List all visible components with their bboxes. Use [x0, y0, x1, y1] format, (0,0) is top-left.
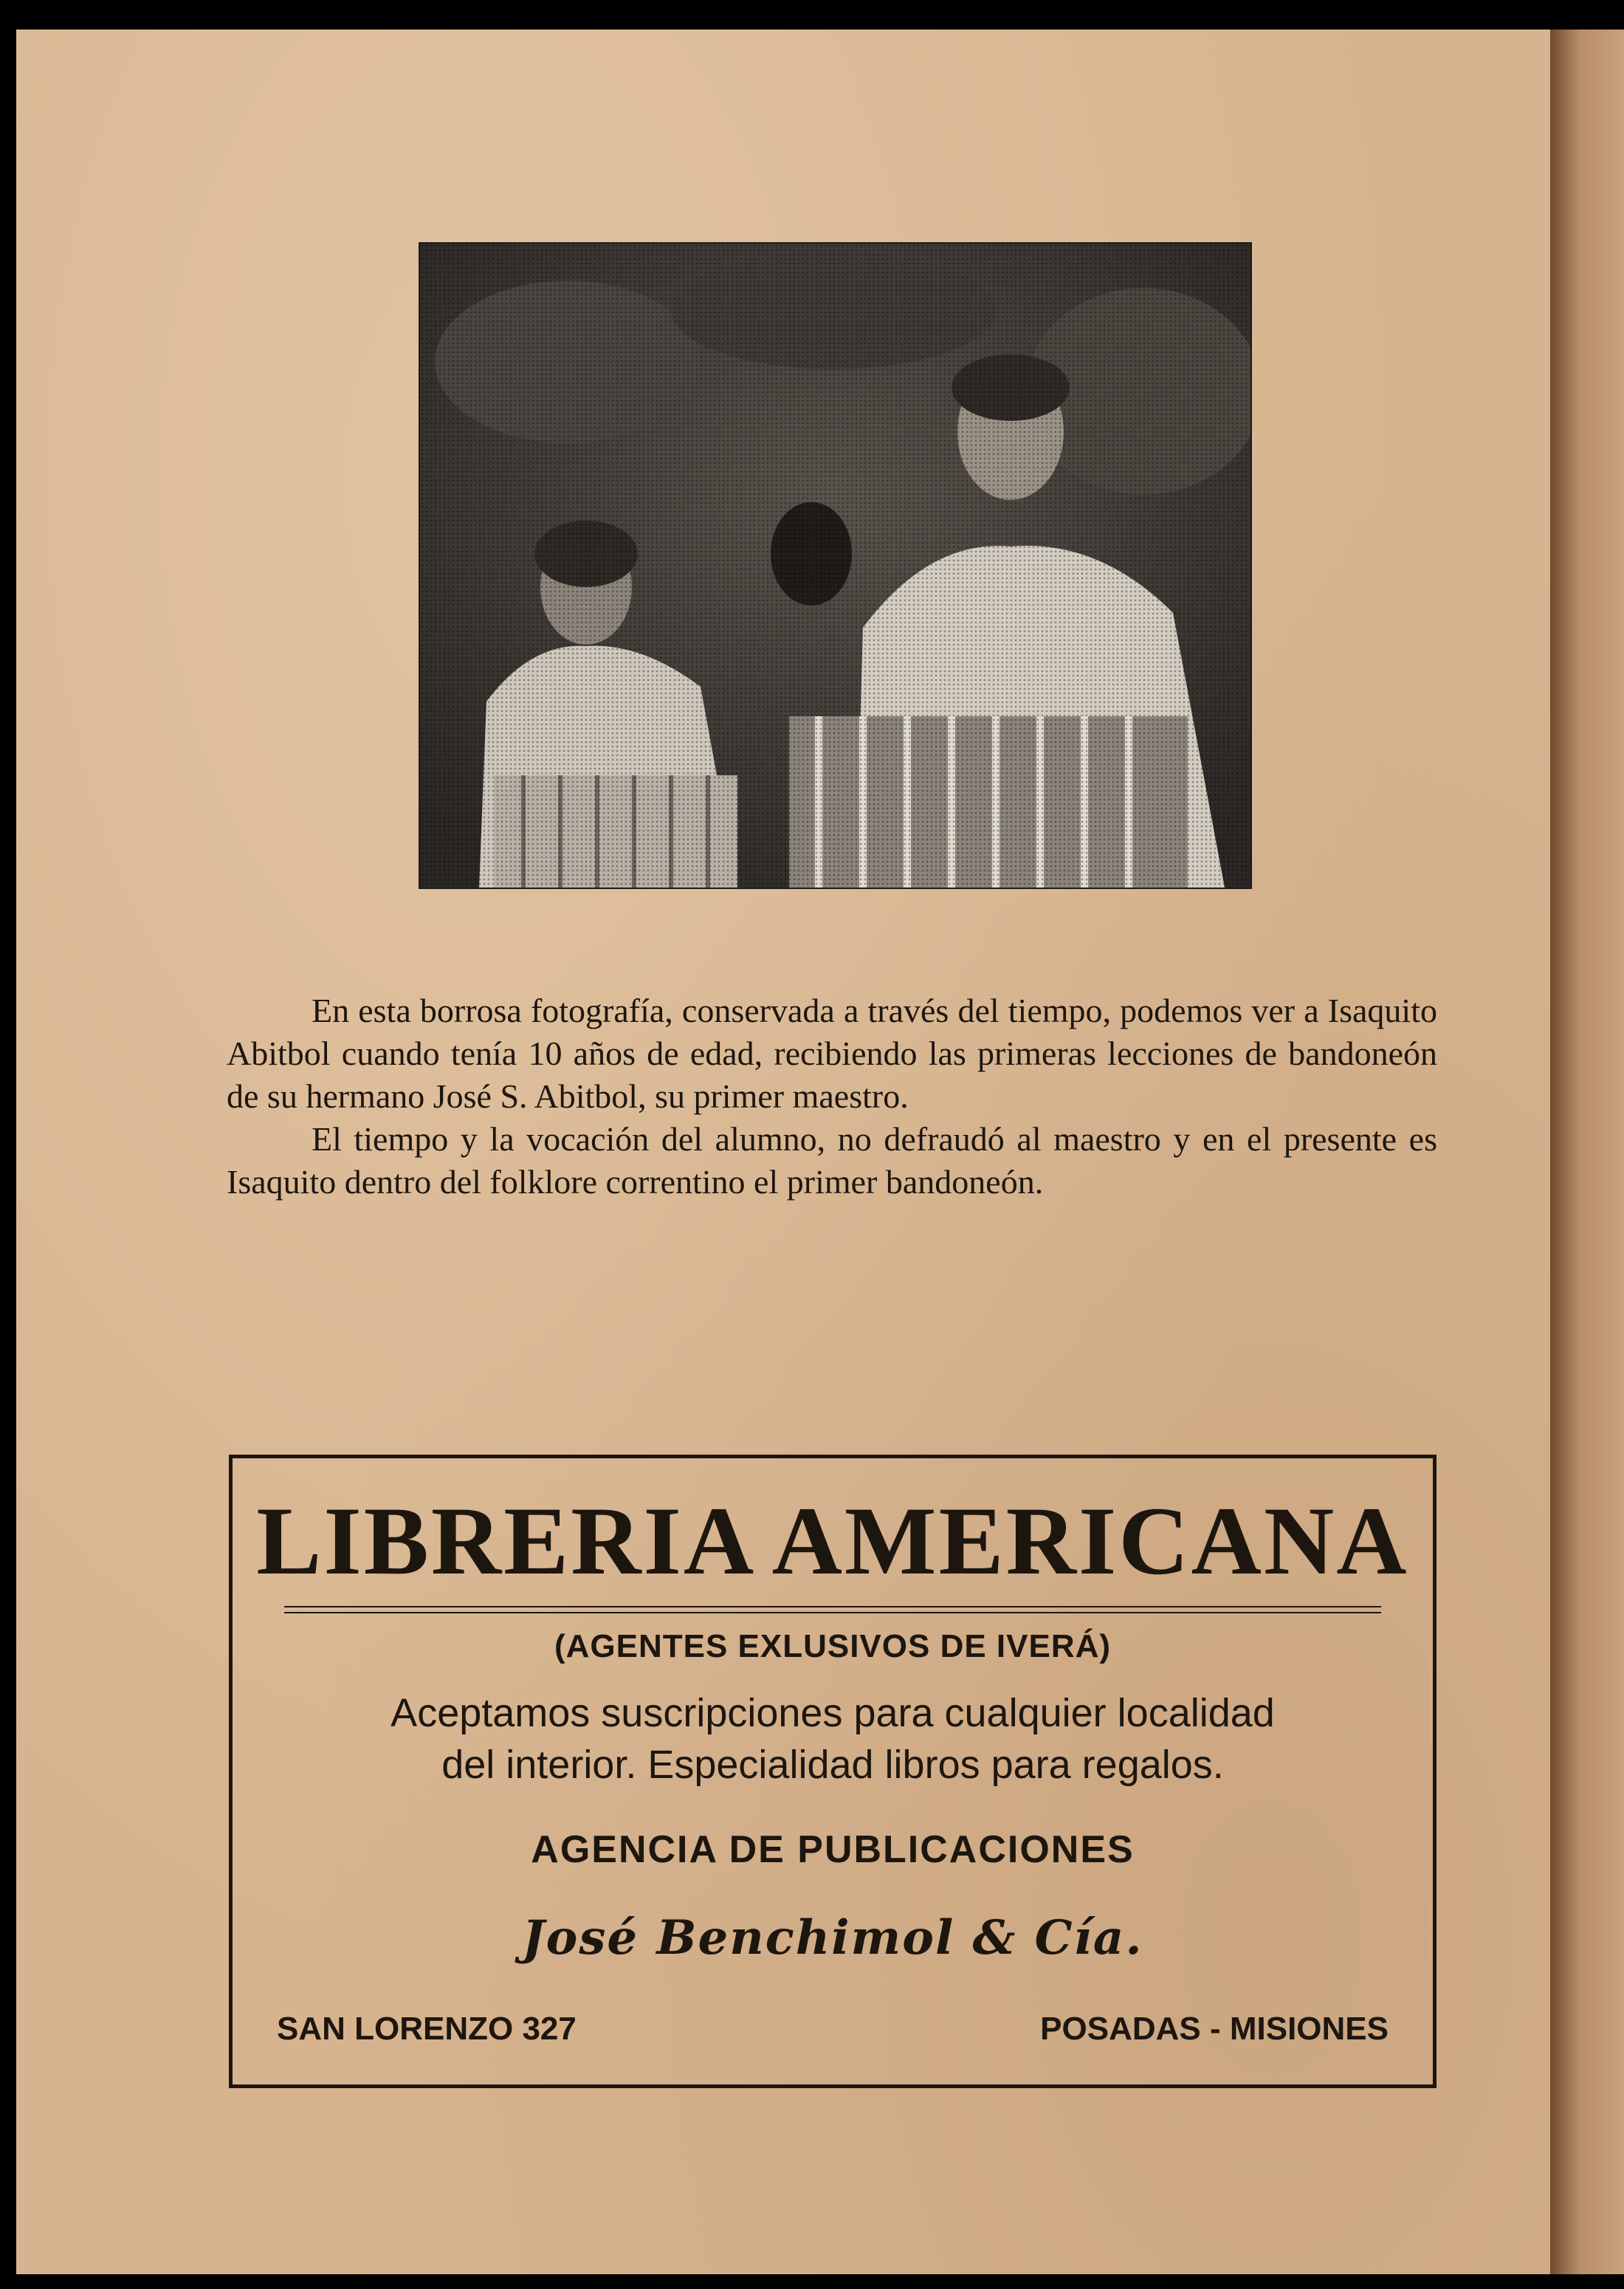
- ad-firm-name: José Benchimol & Cía.: [522, 1910, 1143, 1966]
- ad-title: LIBRERIA AMERICANA: [256, 1486, 1409, 1595]
- ad-address: SAN LORENZO 327: [277, 2011, 577, 2047]
- ad-city: POSADAS - MISIONES: [1040, 2011, 1389, 2047]
- book-gutter: [1550, 30, 1624, 2274]
- ad-body-line-2: del interior. Especialidad libros para regalos.: [441, 1743, 1224, 1787]
- ad-body-line-1: Aceptamos suscripciones para cualquier localidad: [390, 1691, 1275, 1735]
- bookstore-advertisement: [229, 1455, 1437, 2088]
- caption-paragraph-2: El tiempo y la vocación del alumno, no defraudó al maestro y en el presente es Isaquito dentro del folklore correntino el primer bandoneón.: [227, 1120, 1437, 1201]
- ad-body: [277, 1687, 1389, 1791]
- photo-caption: [227, 989, 1437, 1204]
- page: [16, 30, 1585, 2274]
- caption-paragraph-1: En esta borrosa fotografía, conservada a través del tiempo, podemos ver a Isaquito Abitbol cuando tenía 10 años de edad, recibiendo las primeras lecciones de bandoneón de su hermano José S. Abitbol, su primer maestro.: [227, 992, 1437, 1115]
- photo-two-boys-bandoneon-icon: [420, 244, 1250, 888]
- ad-divider: [284, 1606, 1381, 1613]
- ad-subtitle: (AGENTES EXLUSIVOS DE IVERÁ): [554, 1628, 1112, 1664]
- photograph: [419, 242, 1252, 889]
- ad-agency: AGENCIA DE PUBLICACIONES: [531, 1828, 1135, 1871]
